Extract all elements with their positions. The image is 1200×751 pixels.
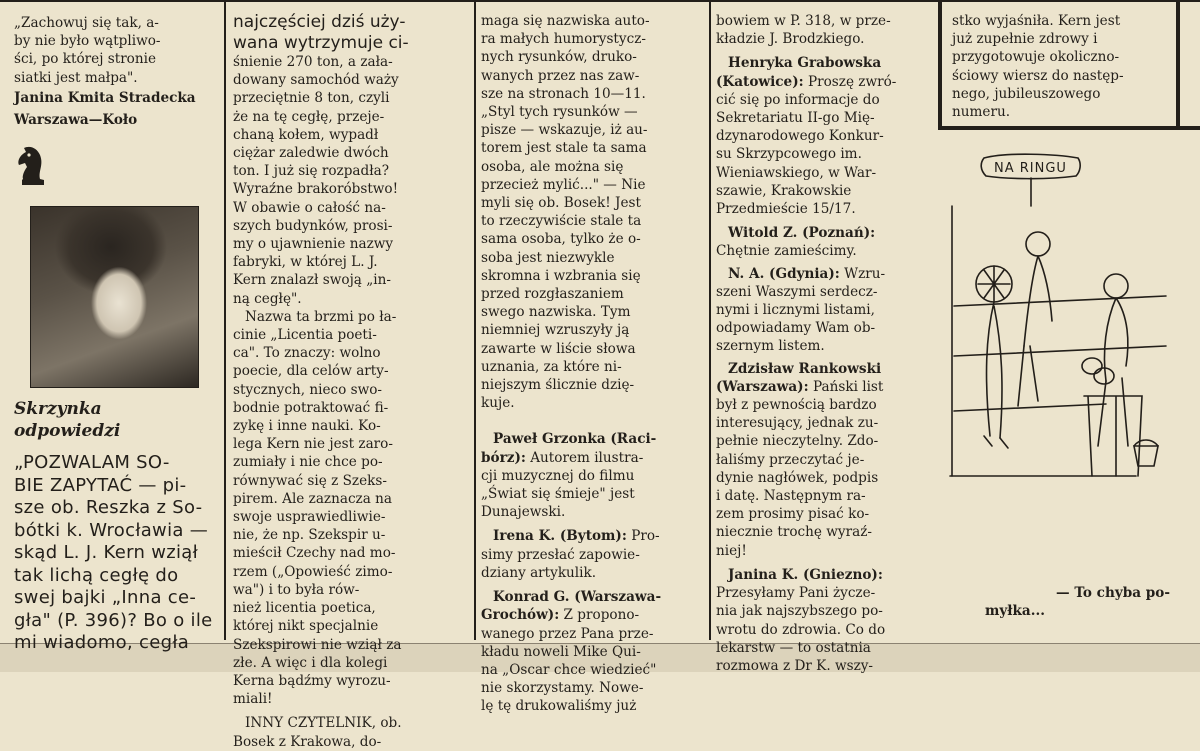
text-line: Wieniawskiego, w War-: [716, 164, 877, 181]
text-line: cić się po informacje do: [716, 91, 880, 108]
text-line: niejszym ślicznie dzię-: [481, 377, 635, 394]
text-line: miali!: [233, 691, 273, 708]
text-line: zawarte w liście słowa: [481, 340, 636, 357]
reply-heading: Irena K. (Bytom):: [493, 528, 627, 545]
text-line: przygotowuje okoliczno-: [952, 49, 1120, 66]
text-line: Przedmieście 15/17.: [716, 201, 856, 218]
text-line: numeru.: [952, 104, 1011, 121]
text-line: zykę i inne nauki. Ko-: [233, 418, 381, 435]
reply-heading: Henryka Grabowska: [728, 55, 882, 72]
text-line: Chętnie zamieścimy.: [716, 243, 857, 260]
text-line: kuje.: [481, 395, 515, 412]
text-line: stko wyjaśniła. Kern jest: [952, 13, 1121, 29]
text-line: stycznych, nieco swo-: [233, 381, 382, 398]
text-line: sze ob. Reszka z So-: [14, 497, 203, 518]
text-line: W obawie o całość na-: [233, 199, 386, 216]
text-line: szawie, Krakowskie: [716, 182, 852, 199]
text-line: nymi i licznymi listami,: [716, 302, 875, 319]
text-line: [481, 449, 701, 467]
text-line: swego nazwiska. Tym: [481, 304, 631, 321]
text-line: ciężar zaledwie dwóch: [233, 145, 389, 162]
text-line: swoje usprawiedliwie-: [233, 509, 386, 526]
text-line: uznania, za które ni-: [481, 358, 622, 375]
text-line: rzem („Opowieść zimo-: [233, 563, 393, 580]
author-name: Janina Kmita Stradecka: [14, 89, 196, 106]
text-line: [481, 606, 701, 624]
reply-heading: Janina K. (Gniezno):: [728, 566, 883, 583]
text-line: pirem. Ale zaznacza na: [233, 490, 393, 507]
text-line: [716, 378, 934, 396]
text-line: ści, po której stronie: [14, 51, 157, 68]
text-line: „Świat się śmieje" jest: [481, 486, 635, 503]
text-line: niej!: [716, 542, 747, 559]
text-line: na „Oscar chce wiedzieć": [481, 661, 657, 678]
column-b: [233, 12, 469, 751]
column-rule: [709, 0, 711, 640]
text-line: dziany artykulik.: [481, 564, 597, 581]
text-line: cji muzycznej do filmu: [481, 467, 635, 484]
text-line: fabryki, w której L. J.: [233, 254, 378, 271]
text-line: wa") i to była rów-: [233, 581, 360, 598]
reply-heading: Witold Z. (Poznań):: [728, 225, 876, 242]
text-line: simy przesłać zapowie-: [481, 546, 640, 563]
caption-line: myłka...: [985, 603, 1045, 620]
text-line: ca". To znaczy: wolno: [233, 345, 381, 362]
reply-heading: Konrad G. (Warszawa-: [493, 589, 662, 606]
reply-heading: Paweł Grzonka (Raci-: [493, 431, 657, 448]
text-line: Nazwa ta brzmi po ła-: [245, 308, 397, 325]
frame-rule: [938, 126, 1200, 130]
text-line: bodnie potraktować fi-: [233, 399, 389, 416]
reply-heading: N. A. (Gdynia):: [728, 265, 840, 282]
text-line: wanych przez nas zaw-: [481, 67, 640, 84]
text-line: szernym listem.: [716, 338, 825, 355]
text-line: której nikt specjalnie: [233, 618, 379, 635]
cartoon-sign-text: NA RINGU: [994, 161, 1067, 176]
text-line: torem jest stale ta sama: [481, 140, 647, 157]
text-line: pisze — wskazuje, iż au-: [481, 122, 648, 139]
text-line: chaną kołem, wypadł: [233, 126, 379, 143]
reply-heading-continued: Grochów):: [481, 607, 560, 624]
section-title: Skrzynka: [14, 399, 102, 419]
text-line: że na tę cegłę, przeje-: [233, 108, 385, 125]
text-line: dowany samochód waży: [233, 72, 399, 89]
text-line: Sekretariatu II-go Mię-: [716, 110, 875, 127]
text-line: ną cegłę".: [233, 290, 302, 307]
text-line: INNY CZYTELNIK, ob.: [245, 715, 402, 732]
text-line: su Skrzypcowego im.: [716, 146, 862, 163]
text-line: [481, 527, 701, 545]
column-a: [14, 14, 214, 129]
text-line: zem prosimy pisać ko-: [716, 506, 870, 523]
reply-heading-continued: (Katowice):: [716, 73, 804, 90]
column-d: [716, 12, 934, 675]
frame-rule: [1176, 0, 1180, 130]
text-line: szeni Waszymi serdecz-: [716, 283, 878, 300]
cartoon-caption: [985, 584, 1170, 620]
section-title: odpowiedzi: [14, 421, 121, 441]
text-line: równywać się z Szeks-: [233, 472, 387, 489]
column-c: [481, 12, 701, 716]
text-line: Kern znalazł swoją „in-: [233, 272, 391, 289]
text-line: sze na stronach 10—11.: [481, 85, 646, 102]
column-e: [952, 12, 1170, 121]
author-place: Warszawa—Koło: [14, 112, 138, 129]
text-line: szych budynków, prosi-: [233, 217, 393, 234]
text-line: myli się ob. Bosek! Jest: [481, 195, 641, 212]
text-line: bótki k. Wrocławia —: [14, 519, 209, 541]
text-line: [716, 73, 934, 91]
text-line: gła" (P. 396)? Bo o ile: [14, 609, 213, 631]
text-line: kładzie J. Brodzkiego.: [716, 31, 865, 48]
text-line: osoba, ale można się: [481, 158, 624, 175]
text-line: skąd L. J. Kern wziął: [14, 542, 199, 563]
lead-paragraph: [14, 452, 214, 655]
text-line: ściowy wiersz do następ-: [952, 67, 1124, 84]
text-line: przed rozgłaszaniem: [481, 286, 624, 303]
body-text: [233, 53, 469, 751]
text-line: poecie, dla celów arty-: [233, 363, 389, 380]
text-line: już zupełnie zdrowy i: [952, 31, 1098, 48]
text-line: wana wytrzymuje ci-: [233, 32, 409, 53]
text-line: dzynarodowego Konkur-: [716, 128, 884, 145]
text-line: łaliśmy przeczytać je-: [716, 451, 865, 468]
text-line: dynie nagłówek, podpis: [716, 469, 879, 486]
text-line: nie skorzystamy. Nowe-: [481, 680, 644, 697]
text-line: wrotu do zdrowia. Co do: [716, 621, 886, 638]
text-line: to rzeczywiście stale ta: [481, 213, 642, 230]
text-line: złe. A więc i dla kolegi: [233, 654, 388, 671]
text-line: niecznie trochę wyraź-: [716, 524, 872, 541]
text-line: my o ujawnienie nazwy: [233, 236, 394, 253]
text-line: cinie „Licentia poeti-: [233, 327, 377, 344]
column-rule: [224, 0, 226, 640]
text-line: Bosek z Krakowa, do-: [233, 733, 382, 750]
text-line: niemniej wzruszyły ją: [481, 322, 630, 339]
text-line: „Styl tych rysunków —: [481, 104, 638, 121]
text-line: Przesyłamy Pani życze-: [716, 585, 876, 602]
text-line: mi wiadomo, cegła: [14, 632, 190, 653]
text-line: soba jest niezwykle: [481, 249, 615, 266]
text-line: nia jak najszybszego po-: [716, 603, 883, 620]
text-line: odpowiadamy Wam ob-: [716, 320, 876, 337]
caption-line: — To chyba po-: [1056, 585, 1170, 601]
text-line: Dunajewski.: [481, 504, 566, 521]
text-line: i datę. Następnym ra-: [716, 488, 866, 505]
column-rule: [474, 0, 476, 640]
text-line: bowiem w P. 318, w prze-: [716, 13, 891, 29]
text-line: pełnie nieczytelny. Zdo-: [716, 433, 879, 450]
top-rule: [0, 0, 1200, 2]
column-a-lower: [14, 398, 214, 655]
chess-knight-icon: [14, 143, 50, 187]
text-line: przeciętnie 8 ton, czyli: [233, 90, 390, 107]
text-line: [716, 265, 934, 283]
text-line: swej bajki „Inna ce-: [14, 587, 197, 608]
text-line: najczęściej dziś uży-: [233, 12, 406, 32]
text-fragment: Autorem ilustra-: [525, 449, 644, 466]
text-line: lę tę drukowaliśmy już: [481, 698, 637, 715]
reply-heading: Zdzisław Rankowski: [728, 360, 882, 377]
text-line: interesujący, jednak zu-: [716, 415, 879, 432]
frame-rule: [938, 0, 942, 130]
text-line: nego, jubileuszowego: [952, 85, 1101, 102]
text-line: lega Kern nie jest zaro-: [233, 436, 393, 453]
text-line: tak lichą cegłę do: [14, 564, 179, 586]
text-line: mieścił Czechy nad mo-: [233, 545, 396, 562]
reply-heading-continued: bórz):: [481, 449, 526, 466]
text-line: lekarstw — to ostatnia: [716, 639, 871, 656]
text-line: ra małych humorystycz-: [481, 31, 646, 48]
text-line: nież licentia poetica,: [233, 600, 376, 617]
text-line: Wyraźne brakoróbstwo!: [233, 181, 399, 198]
text-fragment: Pro-: [631, 528, 660, 545]
text-line: „POZWALAM SO-: [14, 452, 170, 473]
text-line: był z pewnością bardzo: [716, 397, 877, 414]
text-line: skromna i wzbrania się: [481, 267, 641, 284]
text-line: maga się nazwiska auto-: [481, 13, 650, 29]
text-line: BIE ZAPYTAĆ — pi-: [14, 474, 187, 496]
text-line: przecież mylić..." — Nie: [481, 176, 646, 193]
text-line: kładu noweli Mike Qui-: [481, 643, 641, 660]
cartoon-illustration: [946, 146, 1172, 578]
text-line: zumiały i nie chce po-: [233, 454, 383, 471]
text-fragment: Proszę zwró-: [803, 73, 897, 90]
text-line: rozmowa z Dr K. wszy-: [716, 657, 874, 674]
portrait-photo: [30, 206, 199, 388]
text-line: ton. I już się rozpadła?: [233, 163, 390, 180]
text-line: nie, że np. Szekspir u-: [233, 527, 386, 544]
text-line: Kerna bądźmy wyrozu-: [233, 672, 391, 689]
text-line: sama osoba, tylko że o-: [481, 231, 641, 248]
text-fragment: Wzru-: [844, 265, 886, 282]
text-line: „Zachowuj się tak, a-: [14, 15, 159, 31]
text-fragment: Pański list: [808, 378, 884, 395]
reply-heading-continued: (Warszawa):: [716, 378, 809, 395]
text-line: by nie było wątpliwo-: [14, 33, 161, 50]
text-line: śnienie 270 ton, a zała-: [233, 54, 393, 70]
text-fragment: Z propono-: [559, 607, 640, 624]
text-line: nych rysunków, druko-: [481, 49, 637, 66]
lead-continuation: [233, 12, 469, 53]
text-line: siatki jest małpa".: [14, 69, 138, 86]
text-line: wanego przez Pana prze-: [481, 625, 654, 642]
text-line: Szekspirowi nie wziął za: [233, 636, 402, 653]
